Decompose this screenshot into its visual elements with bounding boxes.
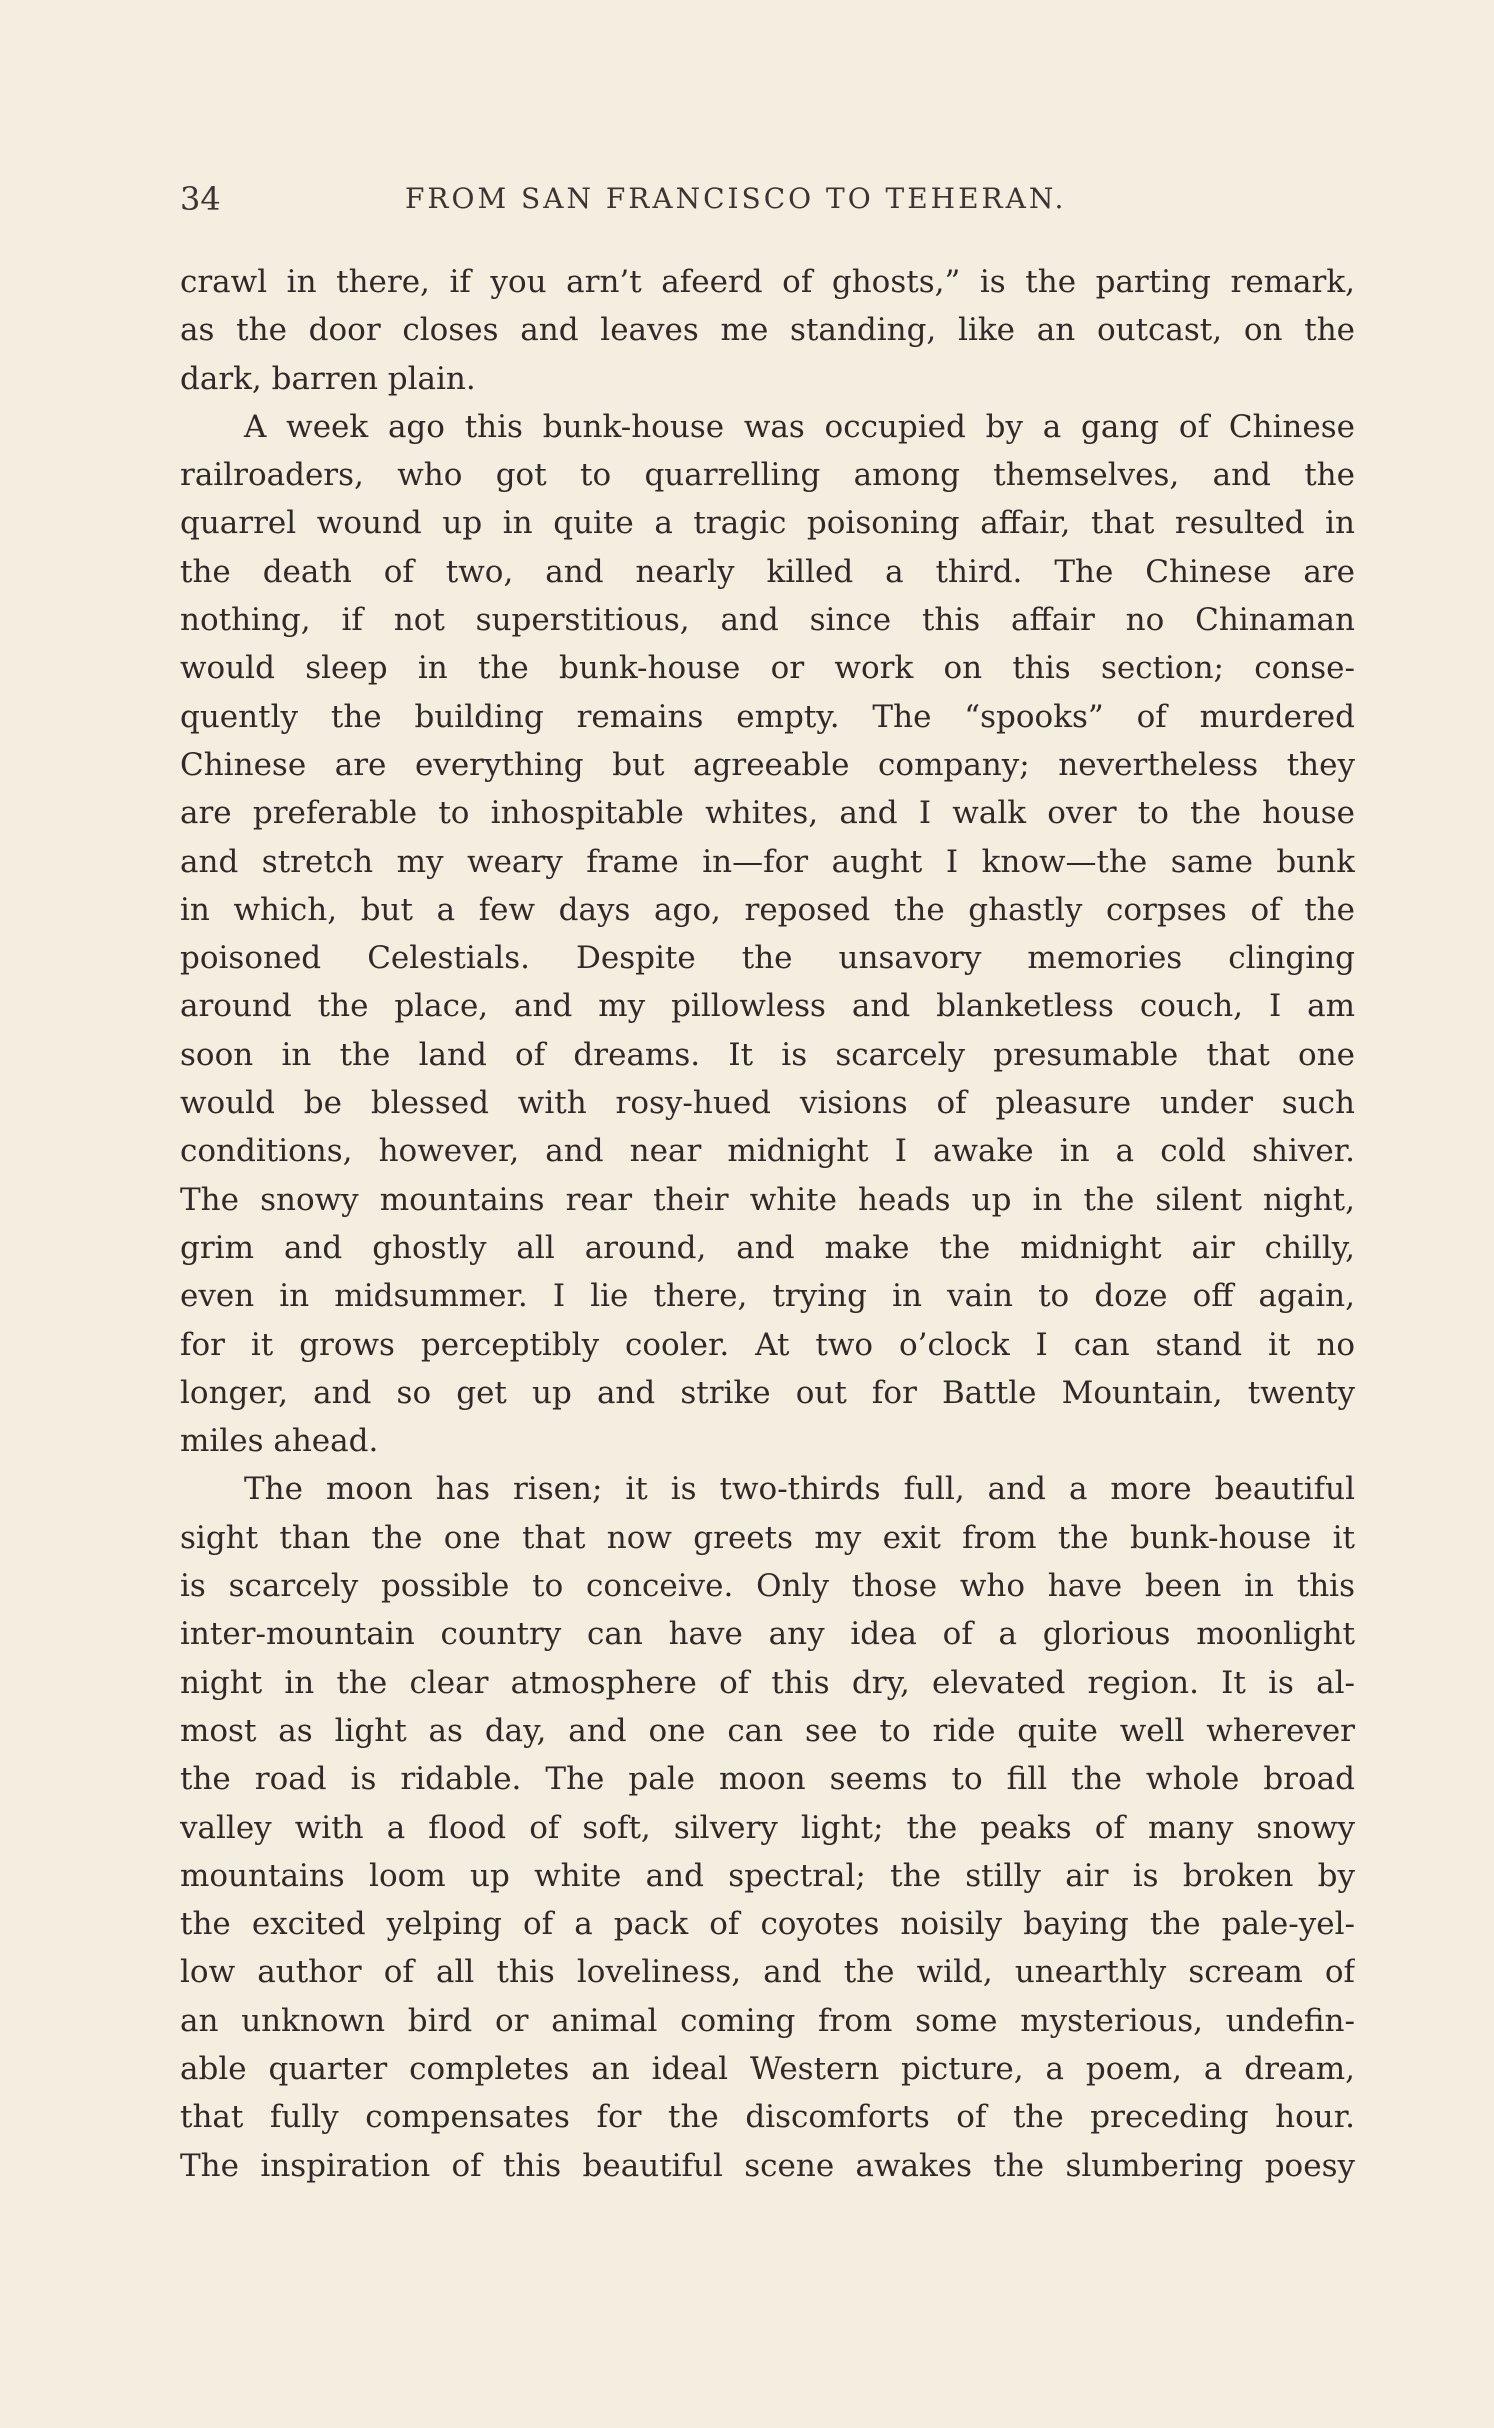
text-line: longer, and so get up and strike out for Battle Mountain, twenty [180, 1374, 1355, 1411]
text-line: an unknown bird or animal coming from some mysterious, undefin- [180, 2002, 1355, 2039]
text-line: as the door closes and leaves me standing, like an outcast, on the [180, 312, 1355, 349]
text-line: is scarcely possible to conceive. Only those who have been in this [180, 1568, 1355, 1605]
text-line: Chinese are everything but agreeable company; nevertheless they [180, 746, 1355, 783]
text-line: the excited yelping of a pack of coyotes noisily baying the pale-yel- [180, 1906, 1355, 1943]
text-line: miles ahead. [180, 1423, 379, 1460]
text-line: able quarter completes an ideal Western picture, a poem, a dream, [180, 2050, 1355, 2087]
text-line: for it grows perceptibly cooler. At two o’clock I can stand it no [180, 1326, 1355, 1363]
text-line: inter-mountain country can have any idea of a glorious moonlight [180, 1616, 1355, 1653]
text-line: low author of all this loveliness, and the wild, unearthly scream of [180, 1954, 1355, 1991]
text-line: mountains loom up white and spectral; the stilly air is broken by [180, 1857, 1355, 1894]
text-line: and stretch my weary frame in—for aught I know—the same bunk [180, 843, 1355, 880]
running-title: FROM SAN FRANCISCO TO TEHERAN. [405, 182, 1067, 215]
text-line: soon in the land of dreams. It is scarcely presumable that one [180, 1036, 1355, 1073]
text-line: night in the clear atmosphere of this dry, elevated region. It is al- [180, 1664, 1355, 1701]
text-line: crawl in there, if you arn’t afeerd of ghosts,” is the parting remark, [180, 264, 1355, 300]
text-line: that fully compensates for the discomforts of the preceding hour. [180, 2099, 1355, 2136]
page-number: 34 [180, 180, 221, 218]
text-line: grim and ghostly all around, and make the midnight air chilly, [180, 1229, 1355, 1266]
text-line: railroaders, who got to quarrelling among themselves, and the [180, 457, 1355, 494]
text-line: even in midsummer. I lie there, trying in vain to doze off again, [180, 1278, 1355, 1315]
text-line: quarrel wound up in quite a tragic poisoning affair, that resulted in [180, 505, 1355, 542]
text-line: A week ago this bunk-house was occupied by a gang of Chinese [244, 408, 1355, 445]
text-line: would sleep in the bunk-house or work on this section; conse- [180, 650, 1355, 687]
text-line: dark, barren plain. [180, 360, 476, 397]
text-line: valley with a flood of soft, silvery light; the peaks of many snowy [180, 1809, 1355, 1846]
text-line: would be blessed with rosy-hued visions of pleasure under such [180, 1085, 1355, 1122]
text-line: conditions, however, and near midnight I awake in a cold shiver. [180, 1133, 1355, 1170]
text-line: nothing, if not superstitious, and since this affair no Chinaman [180, 602, 1355, 639]
page-header [180, 180, 1355, 224]
text-line: quently the building remains empty. The “spooks” of murdered [180, 698, 1355, 735]
text-line: sight than the one that now greets my exit from the bunk-house it [180, 1519, 1355, 1556]
text-line: The moon has risen; it is two-thirds full, and a more beautiful [244, 1471, 1355, 1508]
text-line: poisoned Celestials. Despite the unsavory memories clinging [180, 940, 1355, 977]
text-line: around the place, and my pillowless and blanketless couch, I am [180, 988, 1355, 1025]
text-line: The inspiration of this beautiful scene awakes the slumbering poesy [180, 2147, 1355, 2184]
text-line: the road is ridable. The pale moon seems to fill the whole broad [180, 1761, 1355, 1798]
text-line: in which, but a few days ago, reposed the ghastly corpses of the [180, 891, 1355, 928]
text-line: most as light as day, and one can see to ride quite well wherever [180, 1712, 1355, 1749]
body-text [180, 258, 1355, 2190]
text-line: the death of two, and nearly killed a third. The Chinese are [180, 553, 1355, 590]
text-line: The snowy mountains rear their white heads up in the silent night, [180, 1181, 1355, 1218]
text-line: are preferable to inhospitable whites, and I walk over to the house [180, 795, 1355, 832]
